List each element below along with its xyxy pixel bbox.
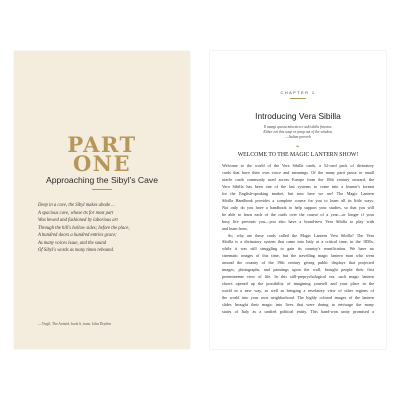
poem-line: Was hewed and fashioned by laborious art [38,218,118,224]
body-line: busy life prevents you—you also have a brand-new Vera Sibilla to play with [222,218,374,224]
body-line: world in a new way, as well as bringing a revelatory view of other regions of [222,288,374,294]
body-line: preeminemte view of life. In this still-preprychological era, such magic lantern [222,274,374,280]
body-line: So, why are these cards called the Magic Lantern Vera Sibilla? The Vera [228,232,374,238]
epigraph-line: —Italian proverb [285,135,311,140]
body-line: be able to learn each of the cards over the course of a year—or longer if your [222,211,374,217]
chapter-label: CHAPTER 1 [280,90,316,95]
body-line: states of Italy as a unified political entity. This hand-won unity promised a [222,309,374,315]
epigraph-line: Either eat this soup or jump out of the window. [263,130,333,135]
fleuron-icon [210,144,386,150]
epigraph-line: Il mangi questa minestra o salti dalla finestra. [263,125,333,129]
poem-line: Through the hill's hollow sides; before the place, [38,225,130,231]
part-title: Approaching the Sibyl's Cave [46,175,158,185]
body-line: cinematic images of this time, but the travelling magic lantern man who went [222,253,374,259]
poem-line: A spacious cave, whose tts for most part [38,210,114,216]
left-page [14,51,190,349]
body-line: Sibilla is a divinatory system that came into Italy at a critical time, in the 1850s, [222,239,374,245]
part-label-line-2: ONE [73,151,131,176]
poem-line: Deep in a cave, the Sibyl makes abode ... [38,203,115,208]
poem [38,202,188,255]
body-line: for the English-speaking market, but now here we are! The Magic Lantern [222,190,374,196]
chapter-title: Introducing Vera Sibilla [255,111,341,121]
right-page [210,51,386,349]
title-divider [92,189,112,190]
poem-attribution: —Virgil, The Aeneid, book 6, trans. John Dryden [38,322,111,326]
section-heading: WELCOME TO THE MAGIC LANTERN SHOW! [237,152,359,158]
body-line: around the country of the 19th century giving public displays that projected [222,260,374,266]
body-line: oracle cards commonly used across Europe from the 18th century onward, the [222,176,374,182]
epigraph [210,125,386,141]
body-text [222,163,374,316]
body-line: while it was still struggling to gain its country's reunification. We have no [222,246,374,252]
fleuron-glyph: ❧ [295,145,301,150]
body-line: slides brought their magic into lives that were daring to envisage the many [222,302,374,308]
poem-line: A hundred doors a hundred entries grace; [38,233,117,239]
part-label-line-1: PART [67,132,137,157]
body-line: and learn from. [222,225,248,231]
poem-line: As many voices issue, and the sound [38,240,107,246]
poem-line: Of Sibyl's words as many times rebound. [38,248,115,254]
body-line: Not only do you have a handbook to help support your studies, so that you will [222,204,374,210]
body-line: the world into your own neighborhood. The highly colored images of the lantern [222,295,374,301]
body-line: cards that have their own voice and meanings. Of the many parti pusse or small [222,169,374,175]
body-line: Welcome to the world of the Vera Sibilla cards, a 52-card pack of divinatory [222,163,374,168]
body-line: Sibilla Handbook provides a complete course for you to learn all its little ways. [222,197,374,203]
chapter-divider [290,98,306,99]
body-line: Vera Sibilla has been one of the last systems to come into a learner's format [222,183,374,189]
body-line: shows opened up the possibility of imagining yourself and your place in the [222,281,374,287]
body-line: images, photographs, and paintings upon the wall, brought people their first [222,267,374,273]
